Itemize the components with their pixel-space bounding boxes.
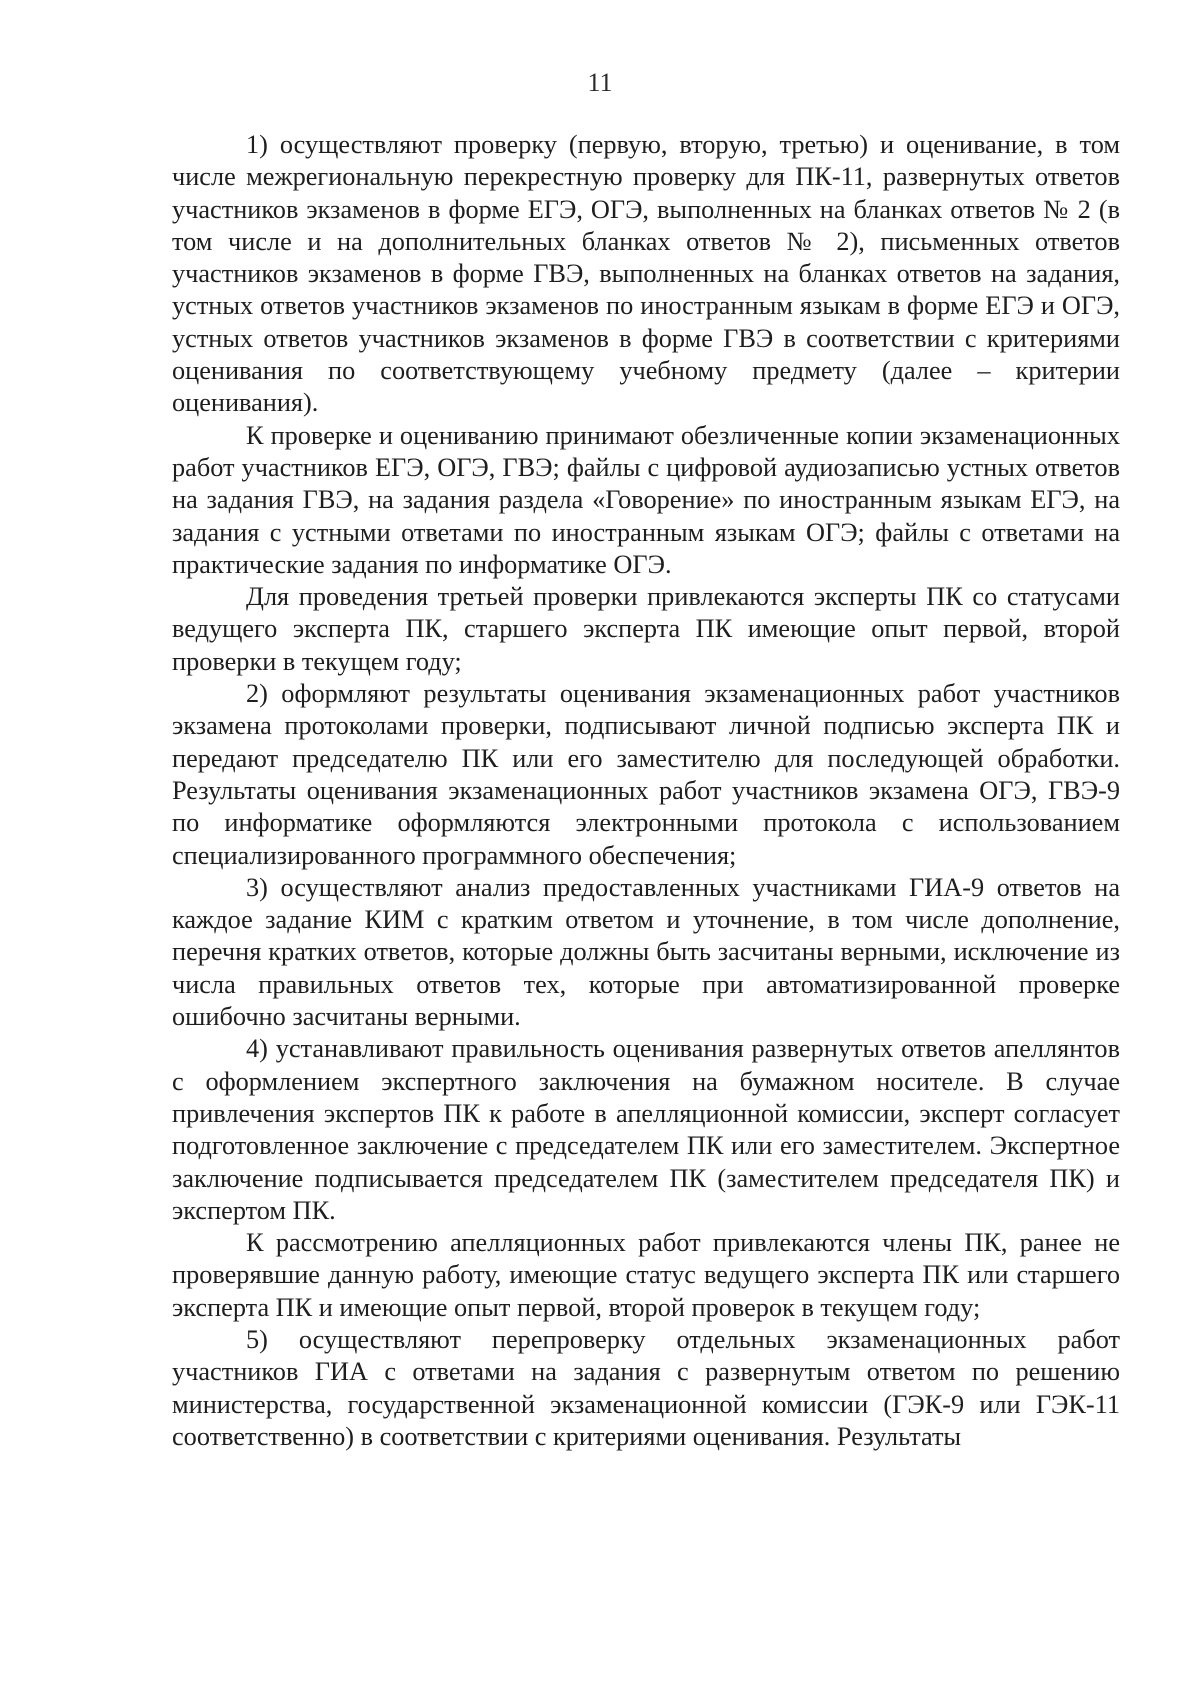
paragraph-7: К рассмотрению апелляционных работ привлекаются члены ПК, ранее не проверявшие данную работу, имеющие статус ведущего эксперта ПК или старшего эксперта ПК и имеющие опыт первой, второй проверок в текущем году;	[172, 1228, 1120, 1322]
paragraph-3: Для проведения третьей проверки привлекаются эксперты ПК со статусами ведущего эксперта ПК, старшего эксперта ПК имеющие опыт первой, второй проверки в текущем году;	[172, 582, 1120, 676]
paragraph-5: 3) осуществляют анализ предоставленных участниками ГИА-9 ответов на каждое задание КИМ с кратким ответом и уточнение, в том числе дополнение, перечня кратких ответов, которые должны быть засчитаны верными, исключение из числа правильных ответов тех, которые при автоматизированной проверке ошибочно засчитаны верными.	[172, 872, 1120, 1032]
document-body	[172, 129, 1120, 1453]
paragraph-8: 5) осуществляют перепроверку отдельных экзаменационных работ участников ГИА с ответами на задания с развернутым ответом по решению министерства, государственной экзаменационной комиссии (ГЭК-9 или ГЭК-11 соответственно) в соответствии с критериями оценивания. Результаты	[172, 1324, 1120, 1451]
paragraph-4: 2) оформляют результаты оценивания экзаменационных работ участников экзамена протоколами проверки, подписывают личной подписью эксперта ПК и передают председателю ПК или его заместителю для последующей обработки. Результаты оценивания экзаменационных работ участников экзамена ОГЭ, ГВЭ-9 по информатике оформляются электронными протокола с использованием специализированного программного обеспечения;	[172, 679, 1120, 870]
paragraph-1: 1) осуществляют проверку (первую, вторую, третью) и оценивание, в том числе межрегиональную перекрестную проверку для ПК-11, развернутых ответов участников экзаменов в форме ЕГЭ, ОГЭ, выполненных на бланках ответов № 2 (в том числе и на дополнительных бланках ответов № 2), письменных ответов участников экзаменов в форме ГВЭ, выполненных на бланках ответов на задания, устных ответов участников экзаменов по иностранным языкам в форме ЕГЭ и ОГЭ, устных ответов участников экзаменов в форме ГВЭ в соответствии с критериями оценивания по соответствующему учебному предмету (далее – критерии оценивания).	[172, 130, 1120, 418]
paragraph-2: К проверке и оцениванию принимают обезличенные копии экзаменационных работ участников ЕГЭ, ОГЭ, ГВЭ; файлы с цифровой аудиозаписью устных ответов на задания ГВЭ, на задания раздела «Говорение» по иностранным языкам ЕГЭ, на задания с устными ответами по иностранным языкам ОГЭ; файлы с ответами на практические задания по информатике ОГЭ.	[172, 420, 1120, 579]
paragraph-6: 4) устанавливают правильность оценивания развернутых ответов апеллянтов с оформлением экспертного заключения на бумажном носителе. В случае привлечения экспертов ПК к работе в апелляционной комиссии, эксперт согласует подготовленное заключение с председателем ПК или его заместителем. Экспертное заключение подписывается председателем ПК (заместителем председателя ПК) и экспертом ПК.	[172, 1034, 1120, 1225]
page-number: 11	[587, 68, 613, 97]
